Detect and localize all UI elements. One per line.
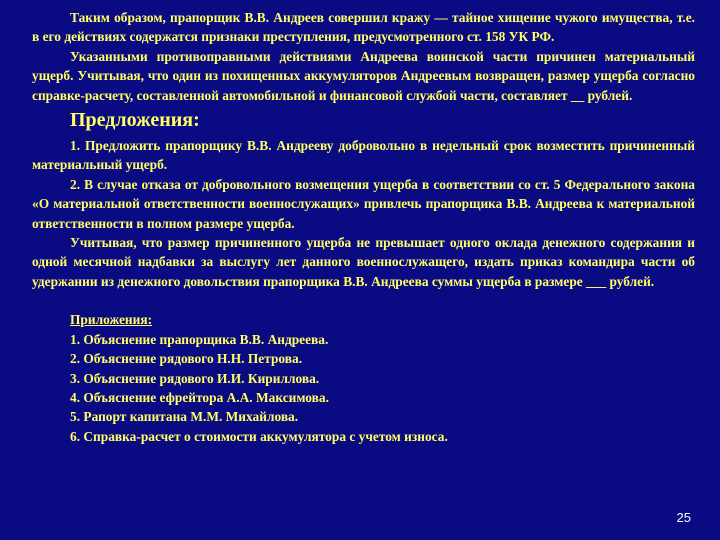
proposals-heading: Предложения: xyxy=(70,109,200,132)
appendix-item-6: 6. Справка-расчет о стоимости аккумулятора с учетом износа. xyxy=(70,428,448,444)
proposal-item-2: 2. В случае отказа от добровольного возмещения ущерба в соответствии со ст. 5 Федерального закона «О материальной ответственности военнослужащих» привлечь прапорщика В.В. Андреева к материальной ответственности в полном размере ущерба. xyxy=(32,176,695,231)
proposal-item-3: Учитывая, что размер причиненного ущерба не превышает одного оклада денежного содержания и одной месячной надбавки за выслугу лет данного военнослужащего, издать приказ командира части об удержании из денежного довольствия прапорщика В.В. Андреева суммы ущерба в размере ___ рублей. xyxy=(32,235,695,289)
appendix-item-1: 1. Объяснение прапорщика В.В. Андреева. xyxy=(70,331,329,347)
appendix-item-3: 3. Объяснение рядового И.И. Кириллова. xyxy=(70,370,320,386)
appendix-item-4: 4. Объяснение ефрейтора А.А. Максимова. xyxy=(70,389,329,405)
appendix-item-5: 5. Рапорт капитана М.М. Михайлова. xyxy=(70,409,299,425)
page-number: 25 xyxy=(676,510,691,525)
spacer xyxy=(32,291,695,310)
appendices-title: Приложения: xyxy=(70,312,153,328)
paragraph-conclusion: Таким образом, прапорщик В.В. Андреев совершил кражу — тайное хищение чужого имущества, т.е. в его действиях содержатся признаки преступления, предусмотренного ст. 158 УК РФ. xyxy=(32,10,695,45)
appendix-item-2: 2. Объяснение рядового Н.Н. Петрова. xyxy=(70,351,303,367)
proposal-item-1: 1. Предложить прапорщику В.В. Андрееву добровольно в недельный срок возместить причиненный материальный ущерб. xyxy=(32,138,695,173)
slide-content xyxy=(32,8,695,446)
paragraph-damage: Указанными противоправными действиями Андреева воинской части причинен материальный ущерб. Учитывая, что один из похищенных аккумуляторов Андреевым возвращен, размер ущерба согласно справке-расчету, составленной автомобильной и финансовой службой части, составляет __ рублей. xyxy=(32,48,695,103)
